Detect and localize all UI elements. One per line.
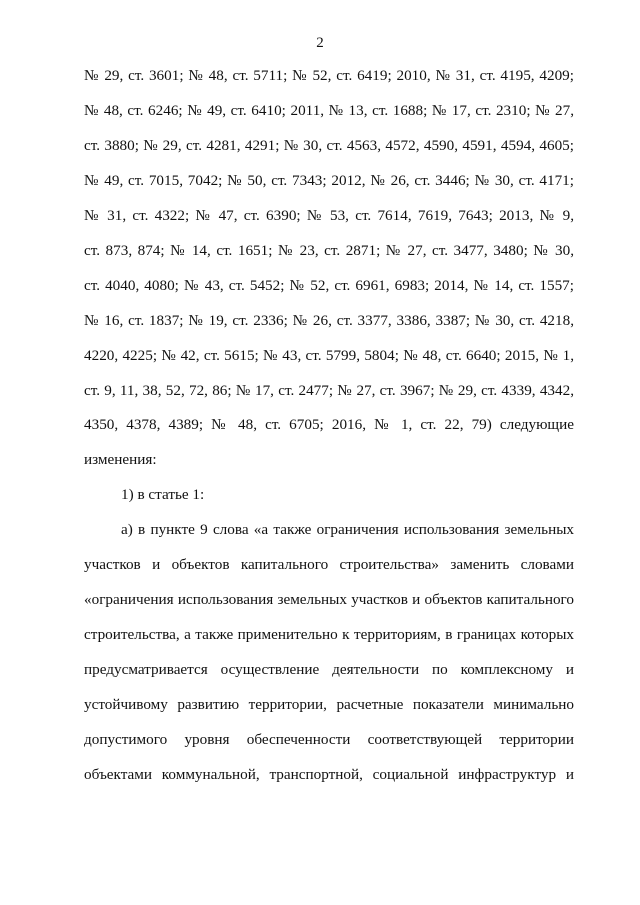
text-line: № 49, ст. 7015, 7042; № 50, ст. 7343; 2012, № 26, ст. 3446; № 30, ст. 4171; bbox=[84, 172, 574, 189]
list-item: 1) в статье 1: bbox=[121, 486, 205, 503]
text-line: № 29, ст. 3601; № 48, ст. 5711; № 52, ст. 6419; 2010, № 31, ст. 4195, 4209; bbox=[84, 67, 574, 84]
text-line: ст. 3880; № 29, ст. 4281, 4291; № 30, ст. 4563, 4572, 4590, 4591, 4594, 4605; bbox=[84, 137, 574, 154]
text-line: 4220, 4225; № 42, ст. 5615; № 43, ст. 5799, 5804; № 48, ст. 6640; 2015, № 1, bbox=[84, 347, 574, 364]
text-line: допустимого уровня обеспеченности соответствующей территории bbox=[84, 731, 574, 748]
text-line: участков и объектов капитального строительства» заменить словами bbox=[84, 556, 574, 573]
text-line: № 16, ст. 1837; № 19, ст. 2336; № 26, ст. 3377, 3386, 3387; № 30, ст. 4218, bbox=[84, 312, 574, 329]
text-line: предусматривается осуществление деятельности по комплексному и bbox=[84, 661, 574, 678]
text-line: «ограничения использования земельных участков и объектов капитального bbox=[84, 591, 574, 608]
text-line: ст. 873, 874; № 14, ст. 1651; № 23, ст. 2871; № 27, ст. 3477, 3480; № 30, bbox=[84, 242, 574, 259]
text-line: № 31, ст. 4322; № 47, ст. 6390; № 53, ст. 7614, 7619, 7643; 2013, № 9, bbox=[84, 207, 574, 224]
text-line: объектами коммунальной, транспортной, социальной инфраструктур и bbox=[84, 766, 574, 783]
text-line: № 48, ст. 6246; № 49, ст. 6410; 2011, № 13, ст. 1688; № 17, ст. 2310; № 27, bbox=[84, 102, 574, 119]
text-line: устойчивому развитию территории, расчетные показатели минимально bbox=[84, 696, 574, 713]
text-line: строительства, а также применительно к территориям, в границах которых bbox=[84, 626, 574, 643]
text-line: ст. 4040, 4080; № 43, ст. 5452; № 52, ст. 6961, 6983; 2014, № 14, ст. 1557; bbox=[84, 277, 574, 294]
text-line: изменения: bbox=[84, 451, 157, 468]
text-line: ст. 9, 11, 38, 52, 72, 86; № 17, ст. 2477; № 27, ст. 3967; № 29, ст. 4339, 4342, bbox=[84, 382, 574, 399]
text-line: 4350, 4378, 4389; № 48, ст. 6705; 2016, № 1, ст. 22, 79) следующие bbox=[84, 416, 574, 433]
paragraph-first-line: а) в пункте 9 слова «а также ограничения использования земельных bbox=[121, 521, 574, 538]
page-number: 2 bbox=[316, 35, 324, 51]
